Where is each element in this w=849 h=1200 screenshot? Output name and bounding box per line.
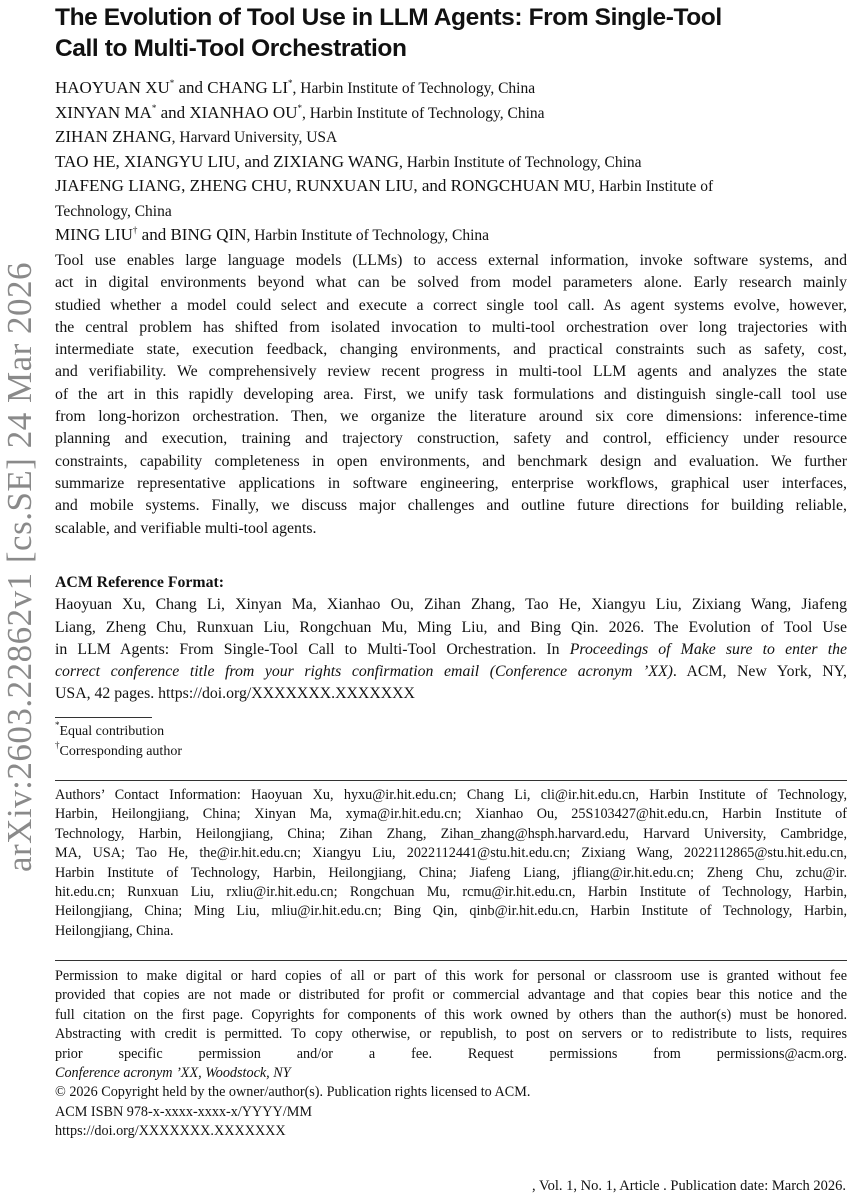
text-line: Heilongjiang, China; Ming Liu, mliu@ir.hit.edu.cn; Bing Qin, qinb@ir.hit.edu.cn, Harbin Institute of Technology, Harbin, — [55, 903, 847, 920]
author-line — [55, 150, 847, 175]
text-line: Technology, Harbin, Heilongjiang, China; Zihan Zhang, Zihan_zhang@hsph.harvard.edu, Harvard University, Cambridge, — [55, 825, 847, 842]
text-line: Authors’ Contact Information: Haoyuan Xu, hyxu@ir.hit.edu.cn; Chang Li, cli@ir.hit.edu.cn, Harbin Institute of Technology, — [55, 787, 847, 803]
text-line: planning and execution, training and trajectory construction, safety and control, efficiency under resource — [55, 430, 847, 448]
author-names: and CHANG LI — [174, 78, 289, 97]
footnote-equal — [55, 722, 182, 742]
text-line: and mobile systems. Finally, we discuss major challenges and outline future directions for building reliable, — [55, 497, 847, 515]
text-line: Abstracting with credit is permitted. To copy otherwise, or republish, to post on servers or to redistribute to lists, requires — [55, 1026, 847, 1043]
author-mark: † — [132, 225, 138, 235]
page-footer: , Vol. 1, No. 1, Article . Publication date: March 2026. — [532, 1178, 846, 1194]
text-line: of the art in this rapidly developing area. First, we unify task formulations and distinguish single-call tool use — [55, 385, 847, 403]
reference-heading: ACM Reference Format: — [55, 574, 224, 591]
author-line — [55, 223, 847, 248]
author-affiliation: , Harbin Institute of — [590, 178, 714, 195]
text-line: Harbin Institute of Technology, Harbin, Heilongjiang, China; Jiafeng Liang, jfliang@ir.hit.edu.cn; Zheng Chu, zchu@ir. — [55, 864, 847, 881]
author-affiliation: , Harbin Institute of Technology, China — [301, 104, 545, 122]
text-line: act in digital environments beyond what can be solved from model parameters alone. Early research mainly — [55, 274, 847, 292]
acm-reference-format — [55, 572, 847, 706]
text-line: MA, USA; Tao He, the@ir.hit.edu.cn; Xiangyu Liu, 2022112441@stu.hit.edu.cn; Zixiang Wang, 2022112865@stu.hit.edu.cn, — [55, 845, 847, 862]
permission-text — [55, 967, 847, 1064]
author-line — [55, 199, 847, 224]
paper-title — [55, 2, 845, 64]
footnote-text: Corresponding author — [59, 744, 182, 759]
author-list — [55, 76, 847, 248]
text-line: summarize representative applications in software engineering, enterprise workflows, graphical user interfaces, — [55, 474, 847, 492]
author-affiliation: , Harvard University, USA — [171, 129, 338, 146]
footnotes — [55, 722, 182, 762]
author-names: JIAFENG LIANG, ZHENG CHU, RUNXUAN LIU, and RONGCHUAN MU — [55, 176, 591, 195]
text-line: scalable, and verifiable multi-tool agents. — [55, 519, 317, 537]
reference-line: Haoyuan Xu, Chang Li, Xinyan Ma, Xianhao Ou, Zihan Zhang, Tao He, Xiangyu Liu, Zixiang Wang, Jiafeng — [55, 596, 847, 614]
author-names: and BING QIN — [137, 225, 247, 244]
author-mark: * — [297, 102, 302, 113]
doi-link[interactable]: https://doi.org/XXXXXXX.XXXXXXX — [55, 1123, 286, 1140]
reference-venue: correct conference title from your rights confirmation email (Conference acronym ’XX) — [55, 663, 673, 681]
title-line: The Evolution of Tool Use in LLM Agents: From Single-Tool — [55, 4, 722, 31]
author-line — [55, 125, 847, 150]
text-line: hit.edu.cn; Runxuan Liu, rxliu@ir.hit.edu.cn; Rongchuan Mu, rcmu@ir.hit.edu.cn, Harbin Institute of Technology, Harbin, — [55, 883, 847, 900]
reference-line — [55, 639, 847, 661]
author-mark: * — [288, 78, 293, 88]
author-names: TAO HE, XIANGYU LIU, and ZIXIANG WANG — [55, 151, 399, 171]
text-line: from long-horizon orchestration. Then, we organize the literature around six core dimensions: inference-time — [55, 408, 847, 426]
arxiv-stamp: arXiv:2603.22862v1 [cs.SE] 24 Mar 2026 — [0, 261, 39, 873]
text-line: the central problem has shifted from isolated invocation to multi-tool orchestration over long trajectories with — [55, 318, 847, 336]
reference-line — [55, 661, 847, 683]
reference-venue: Proceedings of Make sure to enter the — [569, 640, 847, 658]
contact-divider — [55, 780, 847, 781]
isbn: ACM ISBN 978-x-xxxx-xxxx-x/YYYY/MM — [55, 1103, 312, 1120]
footnote-corresponding — [55, 742, 182, 762]
author-names: ZIHAN ZHANG — [55, 127, 172, 146]
conference-info: Conference acronym ’XX, Woodstock, NY — [55, 1064, 291, 1081]
author-names: XINYAN MA — [55, 102, 152, 122]
permission-divider — [55, 960, 847, 961]
author-names: and XIANHAO OU — [156, 102, 298, 122]
reference-line: Liang, Zheng Chu, Runxuan Liu, Rongchuan Mu, Ming Liu, and Bing Qin. 2026. The Evolution of Tool Use — [55, 618, 847, 636]
text-line: Permission to make digital or hard copies of all or part of this work for personal or classroom use is granted without fee — [55, 968, 847, 984]
copyright: © 2026 Copyright held by the owner/author(s). Publication rights licensed to ACM. — [55, 1084, 531, 1101]
text-line: prior specific permission and/or a fee. Request permissions from permissions@acm.org. — [55, 1045, 847, 1062]
text-line: studied whether a model could select and execute a correct single tool call. As agent systems evolve, however, — [55, 296, 847, 314]
author-mark: * — [169, 78, 175, 88]
author-contact-info — [55, 786, 847, 941]
author-affiliation: , Harbin Institute of Technology, China — [246, 227, 490, 244]
author-line — [55, 101, 847, 126]
reference-text: . ACM, New York, NY, — [672, 663, 847, 681]
text-line: constraints, capability completeness in open environments, and benchmark design and evaluation. We further — [55, 452, 847, 470]
text-line: Heilongjiang, China. — [55, 922, 174, 939]
text-line: Tool use enables large language models (LLMs) to access external information, invoke software systems, and — [55, 252, 847, 269]
text-line: provided that copies are not made or distributed for profit or commercial advantage and that copies bear this notice and the — [55, 987, 847, 1004]
author-affiliation: , Harbin Institute of Technology, China — [292, 80, 536, 97]
text-line: and verifiability. We comprehensively review recent progress in multi-tool LLM agents and analyzes the state — [55, 363, 847, 381]
author-line — [55, 174, 847, 199]
reference-text: in LLM Agents: From Single-Tool Call to Multi-Tool Orchestration. In — [55, 640, 570, 658]
footnote-divider — [55, 717, 152, 718]
footnote-mark: * — [55, 720, 60, 730]
text-line: intermediate state, execution feedback, changing environments, and practical constraints such as safety, cost, — [55, 341, 847, 359]
footnote-text: Equal contribution — [59, 724, 165, 739]
author-mark: * — [151, 102, 157, 113]
reference-line: USA, 42 pages. https://doi.org/XXXXXXX.XXXXXXX — [55, 685, 415, 703]
text-line: Harbin, Heilongjiang, China; Xinyan Ma, xyma@ir.hit.edu.cn; Xianhao Ou, 25S103427@hit.edu.cn, Harbin Institute of — [55, 806, 847, 823]
author-line — [55, 76, 847, 101]
title-line: Call to Multi-Tool Orchestration — [55, 35, 407, 62]
author-names: MING LIU — [55, 225, 133, 244]
author-names: HAOYUAN XU — [55, 78, 170, 97]
permission-notice — [55, 967, 847, 1142]
footnote-mark: † — [55, 740, 60, 750]
text-line: full citation on the first page. Copyrights for components of this work owned by others than the author(s) must be honored. — [55, 1006, 847, 1023]
abstract — [55, 250, 847, 540]
author-affiliation: Technology, China — [55, 202, 172, 220]
author-affiliation: , Harbin Institute of Technology, China — [398, 153, 642, 171]
